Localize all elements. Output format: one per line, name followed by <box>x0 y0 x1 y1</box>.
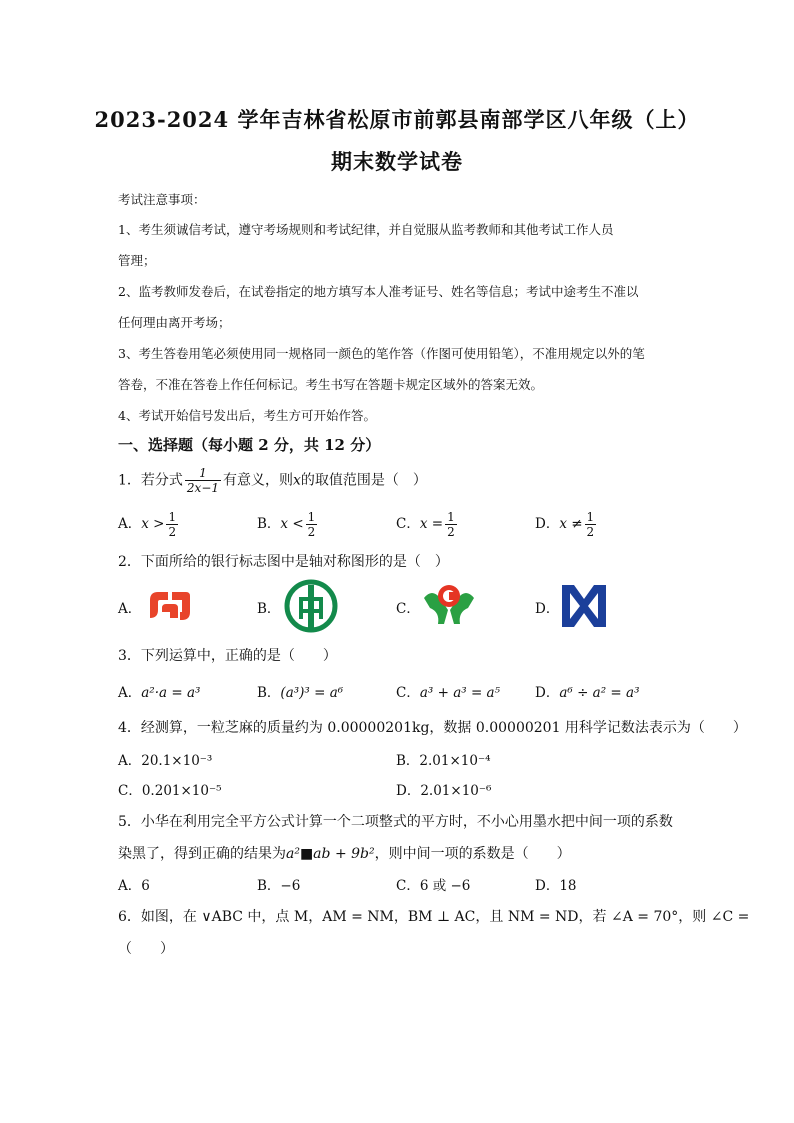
q1-post: 有意义，则 <box>223 472 294 489</box>
q5-line2b: ，则中间一项的系数是（ ） <box>374 846 571 862</box>
bank-logo-a-icon <box>146 588 194 624</box>
q1-fraction <box>185 466 221 495</box>
question-1 <box>118 466 427 495</box>
q1-b-num: 1 <box>307 510 316 524</box>
q2-b-label: B． <box>257 601 281 617</box>
q1-c-label: C． <box>396 516 420 532</box>
question-6-line2: （ ） <box>118 941 174 957</box>
question-6-line1: 6．如图，在 ∨ABC 中，点 M，AM = NM，BM ⊥ AC，且 NM = ND，若 ∠A = 70°，则 ∠C = <box>118 909 750 925</box>
q4-d-expr: 2.01×10⁻⁶ <box>420 783 492 799</box>
q1-d-label: D． <box>535 516 560 532</box>
q1-num: 1 <box>185 466 221 481</box>
q4-c-label: C． <box>118 783 142 799</box>
q1-d-frac <box>585 510 597 539</box>
q1-option-d <box>535 510 598 539</box>
note-1b: 管理； <box>118 253 156 268</box>
note-3a: 3、考生答卷用笔必须使用同一规格同一颜色的笔作答（作图可使用铅笔），不准用规定以外的笔 <box>118 346 645 361</box>
q1-option-a <box>118 510 180 539</box>
q1-c-frac <box>445 510 457 539</box>
q5-line2a: 染黑了，得到正确的结果为 <box>118 846 286 862</box>
q1-b-expr: x < <box>280 516 304 532</box>
q5-option-a: A．6 <box>118 878 150 894</box>
section-heading: 一、选择题（每小题 2 分，共 12 分） <box>118 436 381 454</box>
question-2: 2．下面所给的银行标志图中是轴对称图形的是（ ） <box>118 554 449 570</box>
q3-option-a <box>118 681 200 701</box>
q1-c-num: 1 <box>447 510 455 524</box>
q1-a-label: A． <box>118 516 142 532</box>
q3-c-label: C． <box>396 685 420 701</box>
note-4: 4、考试开始信号发出后，考生方可开始作答。 <box>118 408 376 423</box>
q3-option-c <box>396 681 500 701</box>
q5-expr: a²■ab + 9b² <box>286 846 375 862</box>
question-5-line2 <box>118 843 571 863</box>
q4-a-label: A． <box>118 753 142 769</box>
q4-b-label: B． <box>396 753 420 769</box>
q1-option-c <box>396 510 459 539</box>
notes-heading: 考试注意事项： <box>118 192 206 207</box>
q4-option-a <box>118 749 212 769</box>
q2-c-label: C． <box>396 601 420 617</box>
q1-var: x <box>293 472 301 489</box>
q3-b-label: B． <box>257 685 281 701</box>
q3-d-expr: a⁶ ÷ a² = a³ <box>559 685 640 701</box>
q1-d-expr: x ≠ <box>559 516 583 532</box>
q1-c-den: 2 <box>447 525 455 539</box>
note-2b: 任何理由离开考场； <box>118 315 231 330</box>
q1-b-frac <box>306 510 318 539</box>
question-5-line1: 5．小华在利用完全平方公式计算一个二项整式的平方时，不小心用墨水把中间一项的系数 <box>118 814 673 830</box>
bank-logo-d-icon <box>560 583 608 629</box>
bank-logo-b-icon <box>284 579 338 633</box>
q5-option-c: C．6 或 −6 <box>396 878 471 894</box>
q1-option-b <box>257 510 319 539</box>
q3-d-label: D． <box>535 685 560 701</box>
q1-a-den: 2 <box>168 525 177 539</box>
q4-a-expr: 20.1×10⁻³ <box>141 753 213 769</box>
q3-option-d <box>535 681 640 701</box>
note-3b: 答卷，不准在答卷上作任何标记。考生书写在答题卡规定区域外的答案无效。 <box>118 377 544 392</box>
q4-b-expr: 2.01×10⁻⁴ <box>419 753 491 769</box>
q1-den: 2x−1 <box>186 481 220 495</box>
q3-a-expr: a²·a = a³ <box>141 685 201 701</box>
q4-c-expr: 0.201×10⁻⁵ <box>141 783 222 799</box>
q4-d-label: D． <box>396 783 421 799</box>
q1-a-num: 1 <box>168 510 177 524</box>
q5-option-d: D．18 <box>535 878 577 894</box>
q3-c-expr: a³ + a³ = a⁵ <box>419 685 501 701</box>
exam-title: 2023-2024 学年吉林省松原市前郭县南部学区八年级（上） <box>94 107 700 132</box>
exam-subtitle: 期末数学试卷 <box>331 149 463 174</box>
q1-a-expr: x > <box>141 516 165 532</box>
q4-option-d <box>396 779 491 799</box>
question-4: 4．经测算，一粒芝麻的质量约为 0.00000201kg，数据 0.00000201 用科学记数法表示为（ ） <box>118 720 747 736</box>
q2-d-label: D． <box>535 601 560 617</box>
q1-b-label: B． <box>257 516 281 532</box>
q1-d-num: 1 <box>586 510 595 524</box>
note-1a: 1、考生须诚信考试，遵守考场规则和考试纪律，并自觉服从监考教师和其他考试工作人员 <box>118 222 614 237</box>
question-3: 3．下列运算中，正确的是（ ） <box>118 648 337 664</box>
q1-post2: 的取值范围是（ ） <box>300 472 427 489</box>
q1-d-den: 2 <box>586 525 595 539</box>
q4-option-b <box>396 749 491 769</box>
q2-a-label: A． <box>118 601 142 617</box>
q1-pre: 1．若分式 <box>118 472 183 489</box>
q4-option-c <box>118 779 222 799</box>
q1-c-expr: x = <box>419 516 444 532</box>
bank-logo-c-icon <box>420 580 478 632</box>
note-2a: 2、监考教师发卷后，在试卷指定的地方填写本人准考证号、姓名等信息；考试中途考生不准以 <box>118 284 639 299</box>
q5-option-b: B．−6 <box>257 878 301 894</box>
q3-b-expr: (a³)³ = a⁶ <box>280 685 344 701</box>
q3-option-b <box>257 681 343 701</box>
q1-a-frac <box>166 510 178 539</box>
q3-a-label: A． <box>118 685 142 701</box>
q1-b-den: 2 <box>307 525 316 539</box>
